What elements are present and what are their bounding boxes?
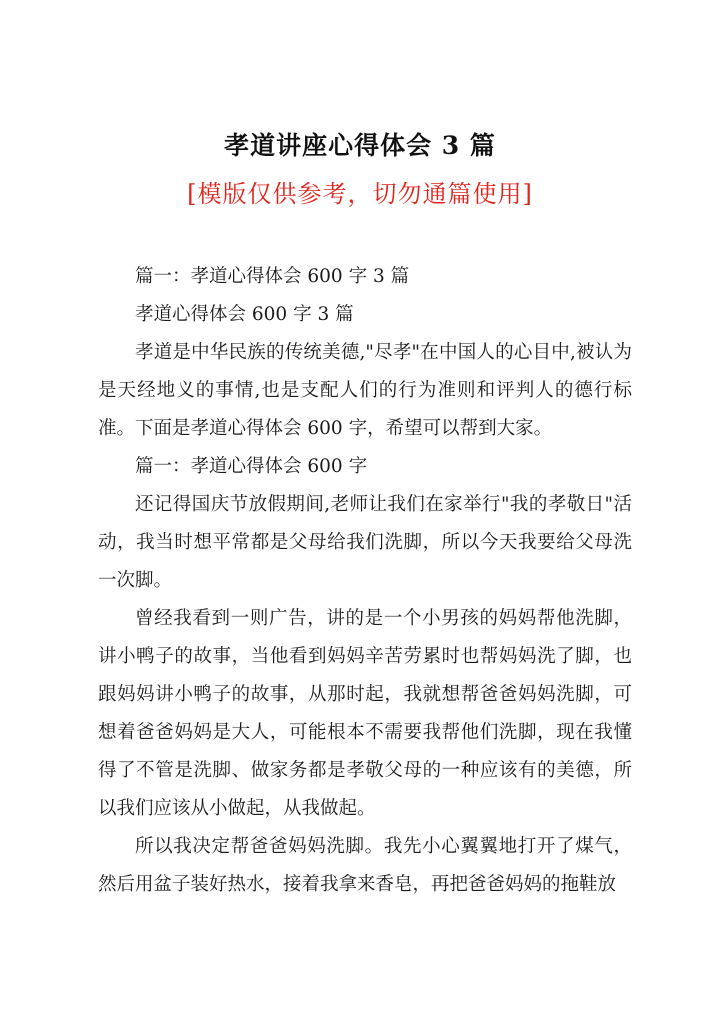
document-body: [98, 258, 632, 904]
paragraph-section-heading: 篇一：孝道心得体会 600 字 3 篇: [135, 266, 410, 287]
paragraph-body: 曾经我看到一则广告，讲的是一个小男孩的妈妈帮他洗脚，讲小鸭子的故事，当他看到妈妈辛苦劳累时也帮妈妈洗了脚，也跟妈妈讲小鸭子的故事，从那时起，我就想帮爸爸妈妈洗脚，可想着爸爸妈妈是大人，可能根本不需要我帮他们洗脚，现在我懂得了不管是洗脚、做家务都是孝敬父母的一种应该有的美德，所以我们应该从小做起，从我做起。: [98, 608, 632, 819]
paragraph-body: 还记得国庆节放假期间,老师让我们在家举行"我的孝敬日"活动，我当时想平常都是父母给我们洗脚，所以今天我要给父母洗一次脚。: [98, 494, 632, 591]
paragraph-intro: 孝道是中华民族的传统美德,"尽孝"在中国人的心目中,被认为是天经地义的事情,也是支配人们的行为准则和评判人的德行标准。下面是孝道心得体会 600 字，希望可以帮到大家。: [98, 342, 632, 439]
document-title: 孝道讲座心得体会 3 篇: [224, 131, 496, 160]
paragraph-part-heading: 篇一：孝道心得体会 600 字: [135, 456, 368, 477]
paragraph-subheading: 孝道心得体会 600 字 3 篇: [135, 304, 354, 325]
document-subtitle: [模版仅供参考，切勿通篇使用]: [187, 180, 533, 208]
paragraph-body: 所以我决定帮爸爸妈妈洗脚。我先小心翼翼地打开了煤气，然后用盆子装好热水，接着我拿来香皂，再把爸爸妈妈的拖鞋放: [98, 836, 632, 895]
